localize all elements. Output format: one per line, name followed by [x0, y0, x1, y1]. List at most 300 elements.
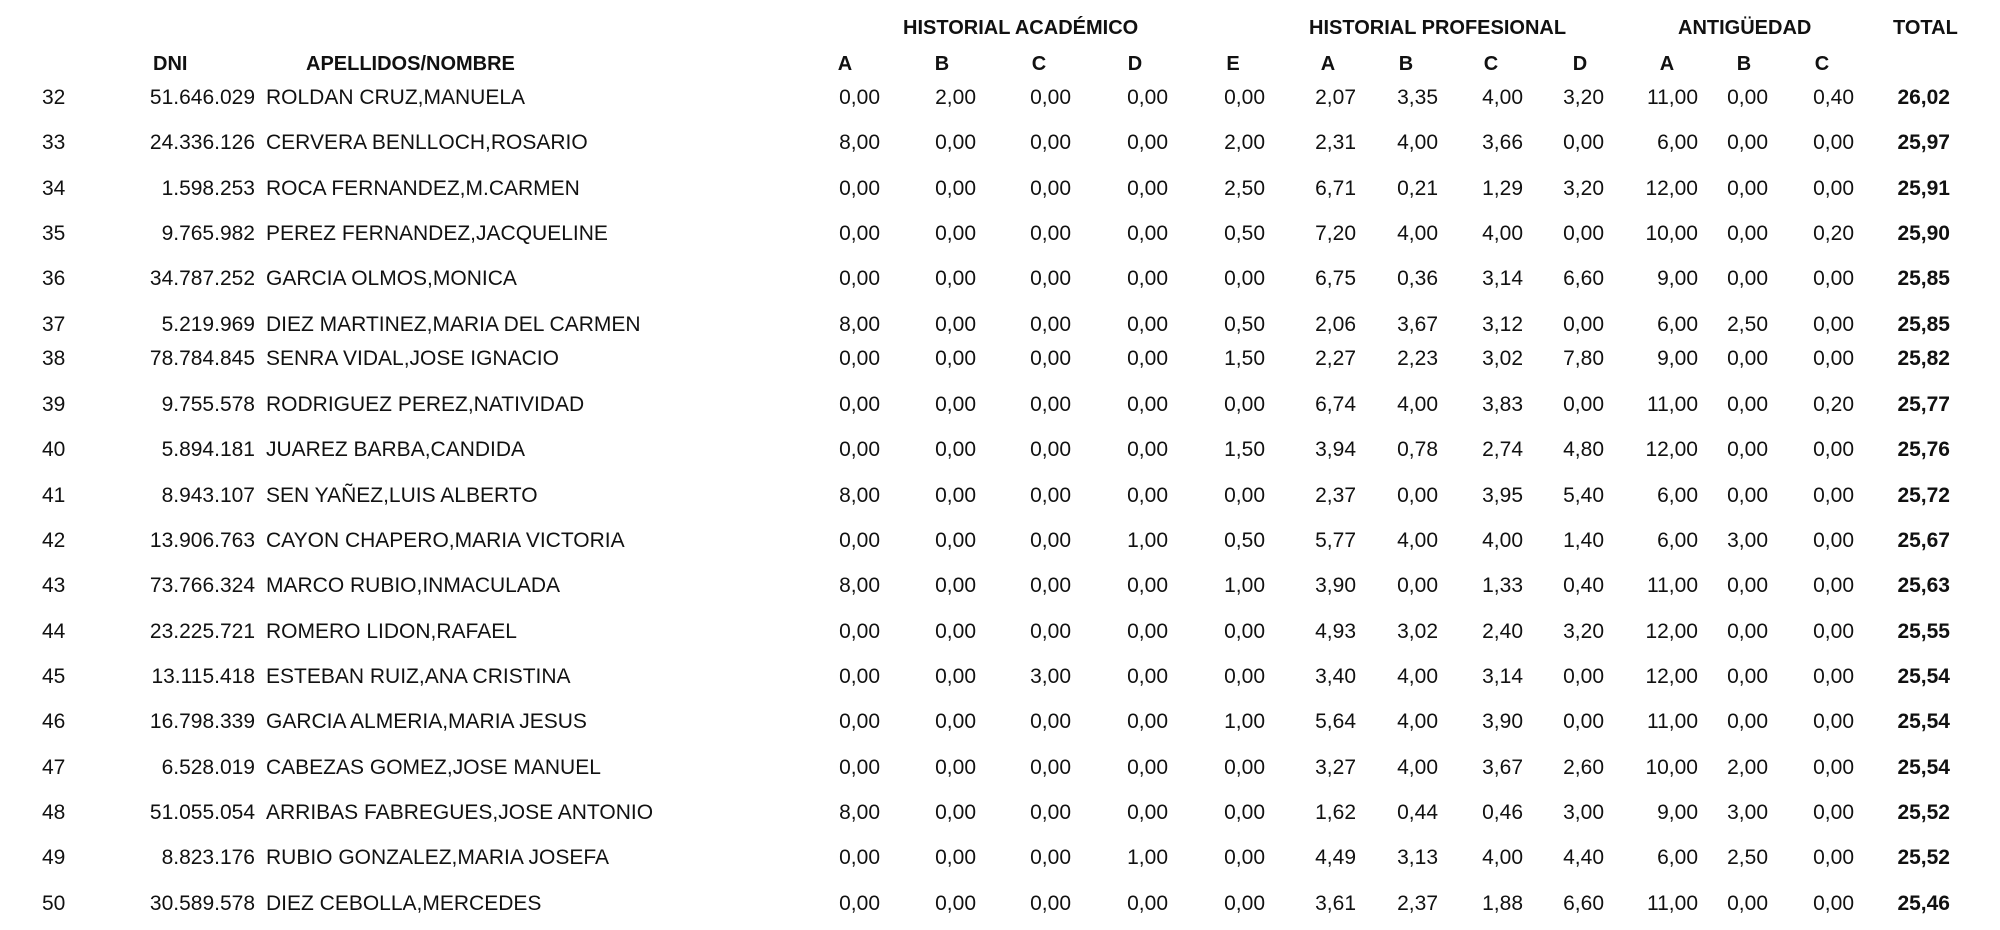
- row-profesional-3: 4,80: [1563, 438, 1604, 461]
- row-academico-1: 0,00: [935, 267, 976, 290]
- row-antiguedad-1: 2,50: [1727, 313, 1768, 336]
- column-header-antiguedad-1: B: [1736, 53, 1752, 75]
- row-profesional-1: 4,00: [1397, 529, 1438, 552]
- row-total: 25,85: [1897, 313, 1950, 336]
- row-academico-2: 0,00: [1030, 484, 1071, 507]
- row-academico-1: 0,00: [935, 801, 976, 824]
- row-profesional-0: 4,49: [1315, 846, 1356, 869]
- group-header-profesional: HISTORIAL PROFESIONAL: [1309, 17, 1567, 39]
- row-antiguedad-2: 0,20: [1813, 222, 1854, 245]
- row-academico-1: 0,00: [935, 756, 976, 779]
- row-name: CERVERA BENLLOCH,ROSARIO: [266, 131, 588, 154]
- row-name: DIEZ CEBOLLA,MERCEDES: [266, 892, 542, 915]
- row-profesional-1: 2,37: [1397, 892, 1438, 915]
- row-total: 25,77: [1897, 393, 1950, 416]
- row-academico-3: 0,00: [1127, 892, 1168, 915]
- row-name: SENRA VIDAL,JOSE IGNACIO: [266, 347, 559, 370]
- row-antiguedad-1: 0,00: [1727, 267, 1768, 290]
- row-academico-2: 0,00: [1030, 177, 1071, 200]
- row-profesional-2: 4,00: [1482, 529, 1523, 552]
- row-total: 25,54: [1897, 665, 1950, 688]
- row-profesional-3: 4,40: [1563, 846, 1604, 869]
- row-dni: 23.225.721: [149, 620, 255, 643]
- row-name: CABEZAS GOMEZ,JOSE MANUEL: [266, 756, 601, 779]
- row-antiguedad-1: 0,00: [1727, 438, 1768, 461]
- row-total: 25,52: [1897, 846, 1950, 869]
- row-profesional-3: 0,00: [1563, 313, 1604, 336]
- column-header-academico-3: D: [1127, 53, 1143, 75]
- row-profesional-2: 3,14: [1482, 267, 1523, 290]
- row-total: 26,02: [1897, 86, 1950, 109]
- row-antiguedad-1: 3,00: [1727, 529, 1768, 552]
- row-total: 25,90: [1897, 222, 1950, 245]
- row-academico-4: 0,50: [1224, 313, 1265, 336]
- row-academico-3: 0,00: [1127, 267, 1168, 290]
- row-number: 47: [42, 756, 66, 779]
- row-academico-1: 0,00: [935, 313, 976, 336]
- row-antiguedad-2: 0,00: [1813, 574, 1854, 597]
- row-academico-2: 0,00: [1030, 86, 1071, 109]
- column-header-nombre: APELLIDOS/NOMBRE: [306, 53, 515, 75]
- row-academico-2: 0,00: [1030, 393, 1071, 416]
- row-antiguedad-0: 11,00: [1647, 86, 1698, 109]
- row-profesional-2: 2,74: [1482, 438, 1523, 461]
- row-dni: 9.755.578: [161, 393, 255, 416]
- row-profesional-1: 0,21: [1397, 177, 1438, 200]
- row-academico-0: 0,00: [839, 222, 880, 245]
- row-profesional-0: 6,74: [1315, 393, 1356, 416]
- row-academico-1: 2,00: [935, 86, 976, 109]
- row-antiguedad-2: 0,00: [1813, 313, 1854, 336]
- column-header-profesional-0: A: [1320, 53, 1336, 75]
- row-profesional-1: 0,78: [1397, 438, 1438, 461]
- row-profesional-0: 2,06: [1315, 313, 1356, 336]
- row-profesional-3: 0,40: [1563, 574, 1604, 597]
- row-academico-2: 0,00: [1030, 574, 1071, 597]
- row-dni: 24.336.126: [149, 131, 255, 154]
- row-dni: 13.906.763: [149, 529, 255, 552]
- row-academico-2: 0,00: [1030, 313, 1071, 336]
- row-dni: 16.798.339: [149, 710, 255, 733]
- row-academico-4: 0,00: [1224, 846, 1265, 869]
- row-academico-4: 1,50: [1224, 438, 1265, 461]
- row-antiguedad-0: 10,00: [1645, 222, 1698, 245]
- row-profesional-1: 4,00: [1397, 756, 1438, 779]
- row-number: 46: [42, 710, 66, 733]
- row-name: CAYON CHAPERO,MARIA VICTORIA: [266, 529, 625, 552]
- row-profesional-1: 3,67: [1397, 313, 1438, 336]
- row-profesional-3: 3,00: [1563, 801, 1604, 824]
- row-academico-3: 0,00: [1127, 484, 1168, 507]
- row-number: 48: [42, 801, 66, 824]
- column-header-profesional-1: B: [1398, 53, 1414, 75]
- row-academico-0: 0,00: [839, 846, 880, 869]
- row-antiguedad-1: 0,00: [1727, 177, 1768, 200]
- row-antiguedad-2: 0,00: [1813, 484, 1854, 507]
- row-academico-1: 0,00: [935, 529, 976, 552]
- row-academico-4: 1,50: [1224, 347, 1265, 370]
- row-dni: 5.894.181: [161, 438, 255, 461]
- row-total: 25,82: [1897, 347, 1950, 370]
- row-academico-1: 0,00: [935, 347, 976, 370]
- row-academico-4: 0,00: [1224, 892, 1265, 915]
- row-antiguedad-0: 6,00: [1657, 131, 1698, 154]
- row-name: GARCIA OLMOS,MONICA: [266, 267, 517, 290]
- row-profesional-3: 5,40: [1563, 484, 1604, 507]
- group-header-antiguedad: ANTIGÜEDAD: [1678, 17, 1812, 39]
- row-name: JUAREZ BARBA,CANDIDA: [266, 438, 526, 461]
- row-academico-1: 0,00: [935, 222, 976, 245]
- row-profesional-0: 3,94: [1315, 438, 1356, 461]
- row-academico-3: 0,00: [1127, 801, 1168, 824]
- row-profesional-0: 3,27: [1315, 756, 1356, 779]
- row-profesional-2: 3,12: [1482, 313, 1523, 336]
- row-academico-3: 0,00: [1127, 313, 1168, 336]
- row-academico-3: 0,00: [1127, 574, 1168, 597]
- column-header-academico-1: B: [934, 53, 950, 75]
- row-academico-0: 0,00: [839, 665, 880, 688]
- row-profesional-1: 3,35: [1397, 86, 1438, 109]
- row-profesional-3: 0,00: [1563, 710, 1604, 733]
- row-number: 50: [42, 892, 66, 915]
- row-antiguedad-0: 12,00: [1645, 177, 1698, 200]
- row-profesional-2: 3,02: [1482, 347, 1523, 370]
- row-profesional-0: 2,27: [1315, 347, 1356, 370]
- row-academico-2: 0,00: [1030, 131, 1071, 154]
- row-name: MARCO RUBIO,INMACULADA: [266, 574, 561, 597]
- row-antiguedad-0: 11,00: [1647, 393, 1698, 416]
- row-antiguedad-0: 10,00: [1645, 756, 1698, 779]
- row-number: 32: [42, 86, 66, 109]
- row-academico-4: 0,00: [1224, 484, 1265, 507]
- row-academico-1: 0,00: [935, 665, 976, 688]
- row-antiguedad-1: 2,00: [1727, 756, 1768, 779]
- row-total: 25,54: [1897, 710, 1950, 733]
- row-profesional-3: 6,60: [1563, 267, 1604, 290]
- row-academico-0: 0,00: [839, 393, 880, 416]
- row-total: 25,76: [1897, 438, 1950, 461]
- row-antiguedad-1: 0,00: [1727, 222, 1768, 245]
- row-total: 25,52: [1897, 801, 1950, 824]
- row-number: 41: [42, 484, 66, 507]
- row-dni: 6.528.019: [161, 756, 255, 779]
- row-profesional-3: 0,00: [1563, 393, 1604, 416]
- row-number: 36: [42, 267, 66, 290]
- row-number: 34: [42, 177, 66, 200]
- row-profesional-1: 0,00: [1397, 484, 1438, 507]
- row-dni: 8.823.176: [161, 846, 255, 869]
- row-academico-0: 0,00: [839, 86, 880, 109]
- row-profesional-2: 2,40: [1482, 620, 1523, 643]
- row-academico-0: 0,00: [839, 529, 880, 552]
- row-profesional-0: 6,75: [1315, 267, 1356, 290]
- row-antiguedad-1: 0,00: [1727, 665, 1768, 688]
- row-academico-3: 1,00: [1127, 529, 1168, 552]
- row-number: 45: [42, 665, 66, 688]
- row-academico-3: 0,00: [1127, 177, 1168, 200]
- row-number: 39: [42, 393, 66, 416]
- row-antiguedad-2: 0,00: [1813, 756, 1854, 779]
- row-academico-1: 0,00: [935, 710, 976, 733]
- row-number: 40: [42, 438, 66, 461]
- row-antiguedad-2: 0,20: [1813, 393, 1854, 416]
- row-academico-1: 0,00: [935, 393, 976, 416]
- row-profesional-0: 2,31: [1315, 131, 1356, 154]
- row-antiguedad-2: 0,00: [1813, 892, 1854, 915]
- row-profesional-1: 2,23: [1397, 347, 1438, 370]
- row-academico-4: 0,00: [1224, 756, 1265, 779]
- row-antiguedad-0: 12,00: [1645, 620, 1698, 643]
- row-academico-1: 0,00: [935, 438, 976, 461]
- column-header-dni: DNI: [153, 53, 188, 75]
- row-profesional-1: 4,00: [1397, 222, 1438, 245]
- row-academico-1: 0,00: [935, 846, 976, 869]
- row-academico-0: 0,00: [839, 438, 880, 461]
- row-profesional-2: 1,88: [1482, 892, 1523, 915]
- row-profesional-3: 0,00: [1563, 222, 1604, 245]
- row-academico-2: 0,00: [1030, 438, 1071, 461]
- row-total: 25,97: [1897, 131, 1950, 154]
- row-academico-2: 0,00: [1030, 222, 1071, 245]
- row-name: ROLDAN CRUZ,MANUELA: [266, 86, 526, 109]
- column-header-academico-0: A: [837, 53, 853, 75]
- row-profesional-2: 3,66: [1482, 131, 1523, 154]
- row-number: 42: [42, 529, 66, 552]
- row-antiguedad-0: 11,00: [1647, 710, 1698, 733]
- row-profesional-1: 4,00: [1397, 131, 1438, 154]
- row-profesional-2: 3,67: [1482, 756, 1523, 779]
- row-academico-1: 0,00: [935, 620, 976, 643]
- row-academico-4: 1,00: [1224, 710, 1265, 733]
- row-total: 25,85: [1897, 267, 1950, 290]
- row-academico-1: 0,00: [935, 484, 976, 507]
- row-academico-0: 8,00: [839, 313, 880, 336]
- row-profesional-1: 4,00: [1397, 710, 1438, 733]
- row-academico-0: 0,00: [839, 620, 880, 643]
- row-profesional-0: 1,62: [1315, 801, 1356, 824]
- row-academico-3: 0,00: [1127, 665, 1168, 688]
- row-profesional-2: 0,46: [1482, 801, 1523, 824]
- row-profesional-3: 0,00: [1563, 665, 1604, 688]
- column-header-antiguedad-2: C: [1814, 53, 1830, 75]
- row-antiguedad-0: 12,00: [1645, 665, 1698, 688]
- row-academico-3: 0,00: [1127, 222, 1168, 245]
- row-profesional-3: 3,20: [1563, 620, 1604, 643]
- row-profesional-1: 3,13: [1397, 846, 1438, 869]
- row-profesional-2: 4,00: [1482, 222, 1523, 245]
- row-total: 25,91: [1897, 177, 1950, 200]
- row-name: ESTEBAN RUIZ,ANA CRISTINA: [266, 665, 571, 688]
- row-academico-2: 3,00: [1030, 665, 1071, 688]
- row-academico-2: 0,00: [1030, 892, 1071, 915]
- row-profesional-0: 4,93: [1315, 620, 1356, 643]
- row-profesional-2: 3,90: [1482, 710, 1523, 733]
- row-dni: 13.115.418: [151, 665, 255, 688]
- row-number: 43: [42, 574, 66, 597]
- row-academico-1: 0,00: [935, 177, 976, 200]
- row-antiguedad-2: 0,00: [1813, 347, 1854, 370]
- row-name: PEREZ FERNANDEZ,JACQUELINE: [266, 222, 608, 245]
- row-antiguedad-2: 0,00: [1813, 131, 1854, 154]
- row-academico-0: 8,00: [839, 484, 880, 507]
- row-name: RODRIGUEZ PEREZ,NATIVIDAD: [266, 393, 585, 416]
- row-antiguedad-0: 6,00: [1657, 313, 1698, 336]
- row-academico-3: 0,00: [1127, 710, 1168, 733]
- row-academico-3: 1,00: [1127, 846, 1168, 869]
- row-dni: 34.787.252: [149, 267, 255, 290]
- row-profesional-2: 1,29: [1482, 177, 1523, 200]
- row-academico-4: 0,00: [1224, 665, 1265, 688]
- row-academico-1: 0,00: [935, 892, 976, 915]
- row-profesional-1: 4,00: [1397, 665, 1438, 688]
- row-profesional-1: 0,36: [1397, 267, 1438, 290]
- row-academico-2: 0,00: [1030, 756, 1071, 779]
- row-antiguedad-0: 6,00: [1657, 529, 1698, 552]
- row-name: GARCIA ALMERIA,MARIA JESUS: [266, 710, 587, 733]
- row-number: 44: [42, 620, 66, 643]
- row-academico-3: 0,00: [1127, 393, 1168, 416]
- row-academico-0: 0,00: [839, 710, 880, 733]
- row-profesional-0: 6,71: [1315, 177, 1356, 200]
- row-number: 49: [42, 846, 66, 869]
- row-academico-3: 0,00: [1127, 756, 1168, 779]
- column-header-profesional-2: C: [1483, 53, 1499, 75]
- row-antiguedad-1: 0,00: [1727, 347, 1768, 370]
- row-name: ROCA FERNANDEZ,M.CARMEN: [266, 177, 580, 200]
- row-antiguedad-2: 0,00: [1813, 710, 1854, 733]
- row-profesional-3: 7,80: [1563, 347, 1604, 370]
- row-antiguedad-2: 0,00: [1813, 801, 1854, 824]
- row-number: 33: [42, 131, 66, 154]
- row-dni: 8.943.107: [161, 484, 255, 507]
- row-academico-0: 0,00: [839, 177, 880, 200]
- row-academico-3: 0,00: [1127, 438, 1168, 461]
- row-academico-2: 0,00: [1030, 846, 1071, 869]
- row-total: 25,46: [1897, 892, 1950, 915]
- row-academico-3: 0,00: [1127, 131, 1168, 154]
- row-name: ROMERO LIDON,RAFAEL: [266, 620, 517, 643]
- row-academico-2: 0,00: [1030, 620, 1071, 643]
- row-academico-4: 0,00: [1224, 393, 1265, 416]
- row-academico-4: 0,00: [1224, 620, 1265, 643]
- row-academico-1: 0,00: [935, 574, 976, 597]
- row-antiguedad-2: 0,00: [1813, 438, 1854, 461]
- row-academico-4: 0,00: [1224, 267, 1265, 290]
- row-antiguedad-0: 9,00: [1657, 267, 1698, 290]
- row-academico-2: 0,00: [1030, 529, 1071, 552]
- row-profesional-0: 3,40: [1315, 665, 1356, 688]
- row-total: 25,67: [1897, 529, 1950, 552]
- row-profesional-2: 1,33: [1482, 574, 1523, 597]
- row-antiguedad-1: 0,00: [1727, 574, 1768, 597]
- row-academico-0: 0,00: [839, 756, 880, 779]
- row-academico-2: 0,00: [1030, 347, 1071, 370]
- row-dni: 1.598.253: [161, 177, 255, 200]
- row-antiguedad-2: 0,40: [1813, 86, 1854, 109]
- column-header-antiguedad-0: A: [1659, 53, 1675, 75]
- row-academico-0: 0,00: [839, 267, 880, 290]
- row-academico-3: 0,00: [1127, 86, 1168, 109]
- group-header-academico: HISTORIAL ACADÉMICO: [903, 17, 1139, 39]
- row-profesional-3: 3,20: [1563, 177, 1604, 200]
- row-profesional-3: 0,00: [1563, 131, 1604, 154]
- column-header-academico-2: C: [1031, 53, 1047, 75]
- row-academico-2: 0,00: [1030, 267, 1071, 290]
- row-academico-4: 0,50: [1224, 529, 1265, 552]
- row-antiguedad-2: 0,00: [1813, 620, 1854, 643]
- row-academico-0: 8,00: [839, 131, 880, 154]
- row-academico-0: 0,00: [839, 892, 880, 915]
- column-header-profesional-3: D: [1572, 53, 1588, 75]
- row-profesional-3: 6,60: [1563, 892, 1604, 915]
- row-name: DIEZ MARTINEZ,MARIA DEL CARMEN: [266, 313, 641, 336]
- row-antiguedad-2: 0,00: [1813, 267, 1854, 290]
- row-profesional-0: 3,90: [1315, 574, 1356, 597]
- row-dni: 9.765.982: [161, 222, 255, 245]
- row-antiguedad-1: 0,00: [1727, 484, 1768, 507]
- row-academico-0: 8,00: [839, 801, 880, 824]
- row-profesional-3: 3,20: [1563, 86, 1604, 109]
- row-profesional-3: 2,60: [1563, 756, 1604, 779]
- row-antiguedad-2: 0,00: [1813, 529, 1854, 552]
- row-profesional-0: 2,37: [1315, 484, 1356, 507]
- row-profesional-1: 0,00: [1397, 574, 1438, 597]
- row-profesional-1: 4,00: [1397, 393, 1438, 416]
- row-dni: 30.589.578: [149, 892, 255, 915]
- row-total: 25,72: [1897, 484, 1950, 507]
- row-profesional-0: 5,64: [1315, 710, 1356, 733]
- row-antiguedad-0: 11,00: [1647, 892, 1698, 915]
- row-antiguedad-0: 9,00: [1657, 347, 1698, 370]
- row-antiguedad-2: 0,00: [1813, 665, 1854, 688]
- row-number: 35: [42, 222, 66, 245]
- row-name: ARRIBAS FABREGUES,JOSE ANTONIO: [266, 801, 654, 824]
- row-antiguedad-1: 0,00: [1727, 131, 1768, 154]
- row-academico-0: 8,00: [839, 574, 880, 597]
- row-dni: 73.766.324: [149, 574, 255, 597]
- row-profesional-0: 5,77: [1315, 529, 1356, 552]
- row-antiguedad-0: 11,00: [1647, 574, 1698, 597]
- row-profesional-2: 3,83: [1482, 393, 1523, 416]
- row-academico-3: 0,00: [1127, 347, 1168, 370]
- row-profesional-3: 1,40: [1563, 529, 1604, 552]
- row-antiguedad-1: 0,00: [1727, 393, 1768, 416]
- group-header-total: TOTAL: [1893, 17, 1958, 39]
- row-total: 25,63: [1897, 574, 1950, 597]
- row-name: SEN YAÑEZ,LUIS ALBERTO: [266, 484, 538, 507]
- row-profesional-2: 3,14: [1482, 665, 1523, 688]
- row-profesional-1: 0,44: [1397, 801, 1438, 824]
- row-academico-4: 1,00: [1224, 574, 1265, 597]
- row-academico-2: 0,00: [1030, 710, 1071, 733]
- row-academico-4: 2,00: [1224, 131, 1265, 154]
- row-antiguedad-1: 0,00: [1727, 620, 1768, 643]
- row-profesional-0: 2,07: [1315, 86, 1356, 109]
- row-dni: 51.055.054: [149, 801, 255, 824]
- row-name: RUBIO GONZALEZ,MARIA JOSEFA: [266, 846, 610, 869]
- row-academico-4: 0,50: [1224, 222, 1265, 245]
- row-dni: 78.784.845: [149, 347, 255, 370]
- row-antiguedad-1: 0,00: [1727, 892, 1768, 915]
- row-profesional-0: 3,61: [1315, 892, 1356, 915]
- row-profesional-2: 4,00: [1482, 846, 1523, 869]
- row-antiguedad-0: 9,00: [1657, 801, 1698, 824]
- row-antiguedad-0: 6,00: [1657, 484, 1698, 507]
- row-antiguedad-1: 2,50: [1727, 846, 1768, 869]
- row-profesional-0: 7,20: [1315, 222, 1356, 245]
- row-academico-1: 0,00: [935, 131, 976, 154]
- row-antiguedad-1: 3,00: [1727, 801, 1768, 824]
